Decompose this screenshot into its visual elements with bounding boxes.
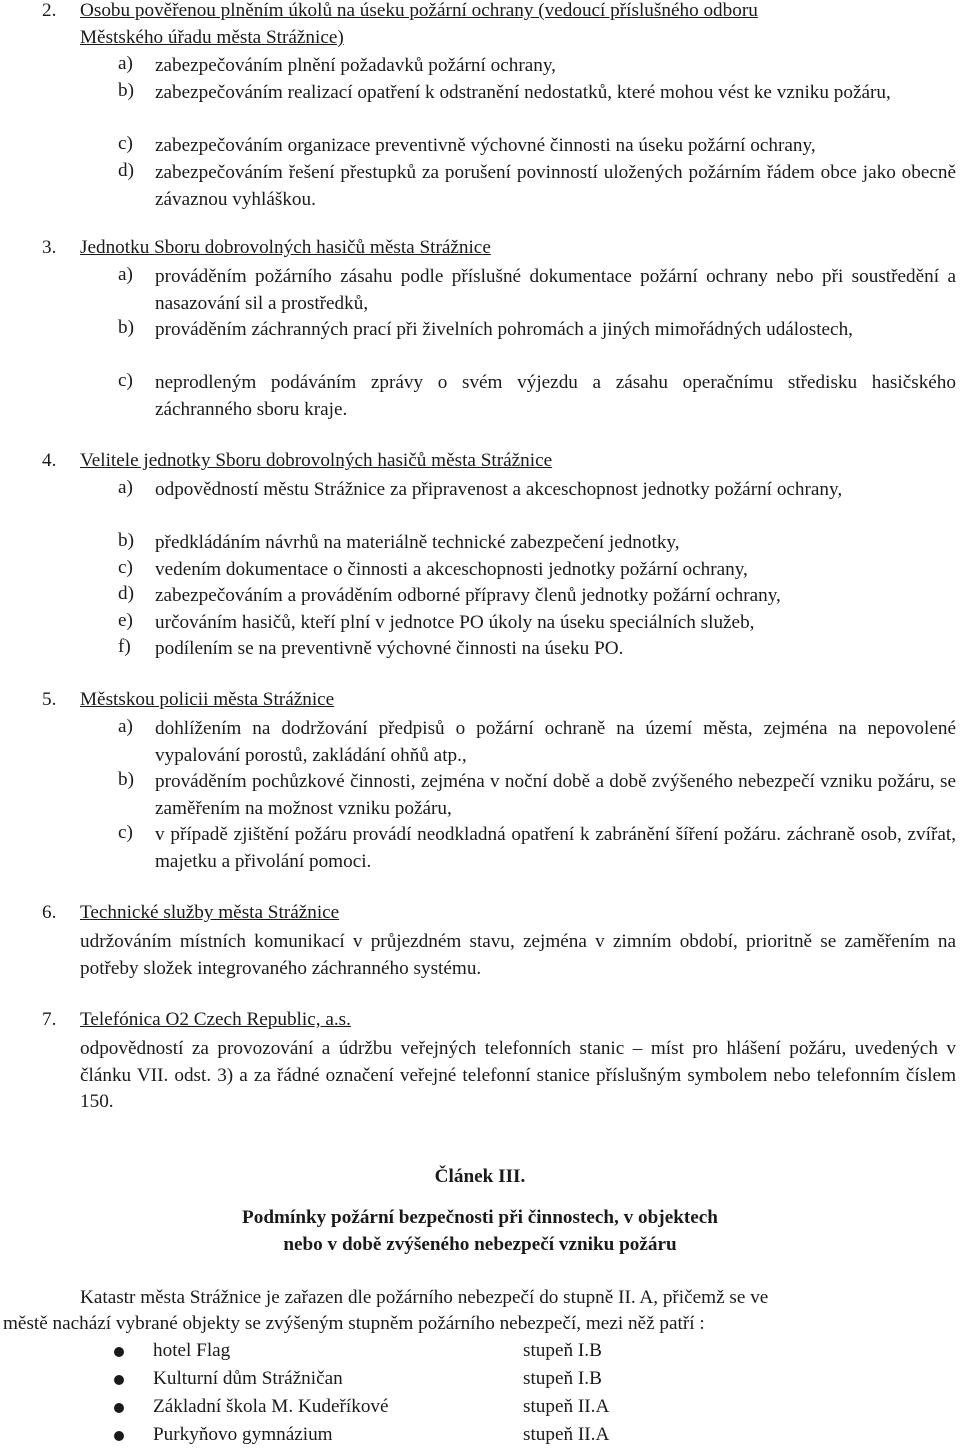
- item-text: zabezpečováním organizace preventivně výchovné činnosti na úseku požární ochrany,: [155, 135, 816, 156]
- item-text: určováním hasičů, kteří plní v jednotce PO úkoly na úseku speciálních služeb,: [155, 612, 755, 633]
- item-label: f): [118, 636, 131, 657]
- section-heading: Technické služby města Strážnice: [80, 902, 340, 923]
- article-subtitle-line-2: nebo v době zvýšeného nebezpečí vzniku požáru: [283, 1234, 677, 1255]
- object-name: Kulturní dům Strážničan: [153, 1368, 343, 1389]
- section-number: 3.: [42, 237, 57, 258]
- item-text: v případě zjištění požáru provádí neodkladná opatření k zabránění šíření požáru. záchraně osob, zvířat, majetku a přivolání pomoci.: [155, 824, 956, 872]
- item-text: odpovědností městu Strážnice za připravenost a akceschopnost jednotky požární ochrany,: [155, 479, 843, 500]
- section-number: 5.: [42, 689, 57, 710]
- item-text: prováděním záchranných prací při živelních pohromách a jiných mimořádných událostech,: [155, 319, 853, 340]
- item-label: b): [118, 530, 134, 551]
- section-text: udržováním místních komunikací v průjezdném stavu, zejména v zimním období, prioritně se zaměřením na potřeby složek integrovaného záchranného systému.: [80, 931, 956, 979]
- item-text: neprodleným podáváním zprávy o svém výjezdu a zásahu operačnímu středisku hasičského záchranného sboru kraje.: [155, 372, 956, 420]
- section-heading-line-2: Městského úřadu města Strážnice): [80, 27, 344, 48]
- bullet-icon: [114, 1431, 124, 1441]
- article-title: Článek III.: [434, 1166, 526, 1187]
- section-text: odpovědností za provozování a údržbu veřejných telefonních stanic – míst pro hlášení požáru, uvedených v článku VII. odst. 3) a za řádné označení veřejné telefonní stanice příslušným symbolem nebo telefonním číslem 150.: [80, 1038, 956, 1113]
- object-name: Purkyňovo gymnázium: [153, 1424, 333, 1445]
- object-level: stupeň I.B: [523, 1368, 602, 1389]
- object-name: hotel Flag: [153, 1340, 231, 1361]
- object-level: stupeň I.B: [523, 1340, 602, 1361]
- object-name: Základní škola M. Kudeříkové: [153, 1396, 389, 1417]
- item-text: vedením dokumentace o činnosti a akceschopnosti jednotky požární ochrany,: [155, 559, 748, 580]
- item-label: b): [118, 317, 134, 338]
- intro-line-1: Katastr města Strážnice je zařazen dle požárního nebezpečí do stupně II. A, přičemž se ve: [80, 1287, 769, 1308]
- article-subtitle-line-1: Podmínky požární bezpečnosti při činnostech, v objektech: [242, 1207, 718, 1228]
- section-number: 2.: [42, 0, 57, 21]
- bullet-icon: [114, 1375, 124, 1385]
- item-text: zabezpečováním a prováděním odborné přípravy členů jednotky požární ochrany,: [155, 585, 781, 606]
- item-text: dohlížením na dodržování předpisů o požární ochraně na území města, zejména na nepovolené vypalování porostů, zakládání ohňů atp.,: [155, 718, 956, 766]
- section-heading: Telefónica O2 Czech Republic, a.s.: [80, 1009, 351, 1030]
- item-label: a): [118, 53, 133, 74]
- item-text: podílením se na preventivně výchovné činnosti na úseku PO.: [155, 638, 624, 659]
- item-label: b): [118, 80, 134, 101]
- intro-line-2: městě nachází vybrané objekty se zvýšeným stupněm požárního nebezpečí, mezi něž patří :: [3, 1313, 705, 1334]
- bullet-icon: [114, 1403, 124, 1413]
- item-label: a): [118, 264, 133, 285]
- section-heading-line-1: Osobu pověřenou plněním úkolů na úseku požární ochrany (vedoucí příslušného odboru: [80, 0, 758, 21]
- section-heading: Velitele jednotky Sboru dobrovolných hasičů města Strážnice: [80, 450, 553, 471]
- item-text: prováděním požárního zásahu podle příslušné dokumentace požární ochrany nebo při soustředění a nasazování sil a prostředků,: [155, 266, 956, 314]
- item-text: zabezpečováním plnění požadavků požární ochrany,: [155, 55, 556, 76]
- bullet-icon: [114, 1347, 124, 1357]
- section-heading: Jednotku Sboru dobrovolných hasičů města Strážnice: [80, 237, 491, 258]
- item-text: předkládáním návrhů na materiálně technické zabezpečení jednotky,: [155, 532, 680, 553]
- item-label: b): [118, 769, 134, 790]
- item-label: a): [118, 477, 133, 498]
- item-label: c): [118, 557, 133, 578]
- item-label: c): [118, 133, 133, 154]
- item-text: zabezpečováním řešení přestupků za porušení povinností uložených požárním řádem obce jako obecně závaznou vyhláškou.: [155, 162, 956, 210]
- object-level: stupeň II.A: [523, 1424, 610, 1445]
- section-number: 6.: [42, 902, 57, 923]
- item-label: c): [118, 370, 133, 391]
- section-heading: Městskou policii města Strážnice: [80, 689, 335, 710]
- object-level: stupeň II.A: [523, 1396, 610, 1417]
- item-label: a): [118, 716, 133, 737]
- section-number: 4.: [42, 450, 57, 471]
- item-text: zabezpečováním realizací opatření k odstranění nedostatků, které mohou vést ke vzniku požáru,: [155, 82, 891, 103]
- item-label: c): [118, 822, 133, 843]
- item-label: d): [118, 160, 134, 181]
- item-label: d): [118, 583, 134, 604]
- item-label: e): [118, 610, 133, 631]
- item-text: prováděním pochůzkové činnosti, zejména v noční době a době zvýšeného nebezpečí vzniku požáru, se zaměřením na možnost vzniku požáru,: [155, 771, 956, 819]
- section-number: 7.: [42, 1009, 57, 1030]
